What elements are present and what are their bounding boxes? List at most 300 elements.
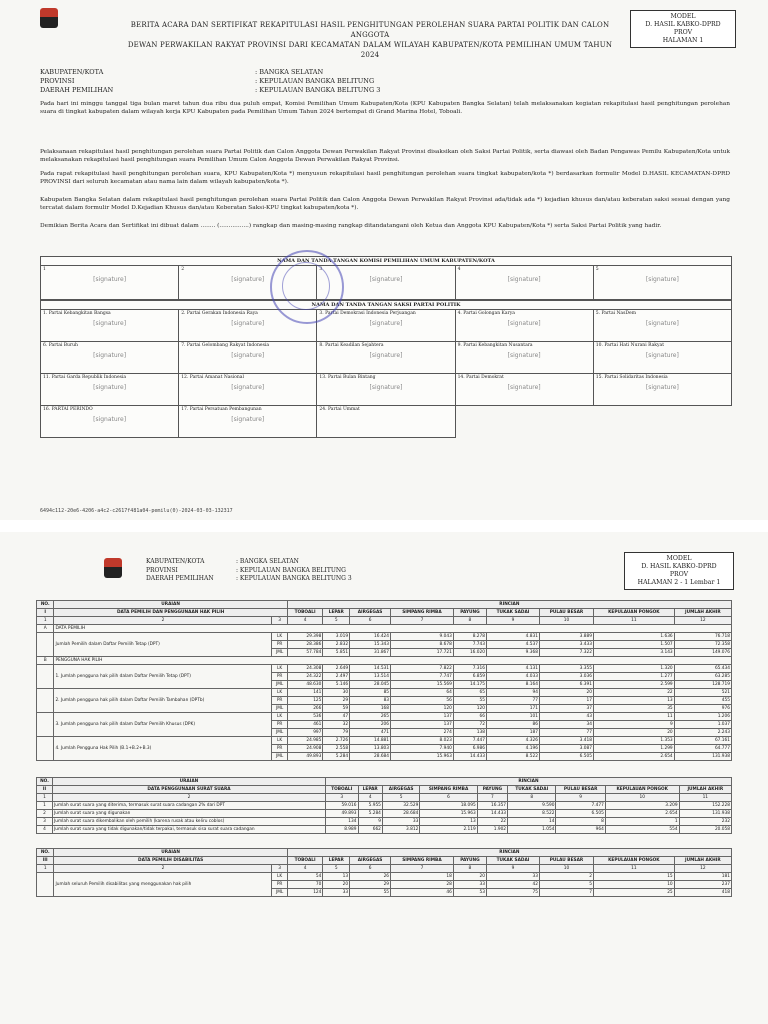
- value-cell: 3.418: [539, 737, 593, 745]
- column-number: 4: [358, 794, 382, 802]
- value-cell: 63.285: [674, 673, 731, 681]
- value-cell: 1.206: [674, 713, 731, 721]
- row-no: 3: [37, 818, 53, 826]
- column-number: 8: [453, 865, 486, 873]
- value-cell: 4.196: [487, 745, 540, 753]
- model-page: HALAMAN 2 - 1 Lembar 1: [637, 579, 721, 586]
- value-cell: 125: [287, 697, 323, 705]
- column-number: 2: [54, 865, 272, 873]
- value-cell: 72: [453, 721, 486, 729]
- page-2: [0, 532, 768, 1024]
- value-cell: 997: [287, 729, 323, 737]
- model-label: MODEL: [670, 13, 696, 20]
- value-cell: 2.832: [323, 641, 350, 649]
- column-header: TOBOALI: [287, 857, 323, 865]
- value-cell: 2.649: [323, 665, 350, 673]
- column-number: 7: [391, 865, 454, 873]
- column-number: 5: [382, 794, 419, 802]
- table-header-row: [37, 786, 732, 794]
- data-row: [37, 689, 732, 697]
- signature-placeholder: [signature]: [93, 352, 127, 359]
- value-cell: 15.963: [420, 810, 477, 818]
- gender-code: JML: [272, 681, 287, 689]
- row-description: Jumlah surat suara yang tidak digunakan/tidak terpakai, termasuk sisa surat suara cadangan: [52, 826, 325, 834]
- value-cell: 94: [487, 689, 540, 697]
- uraian-header: URAIAN: [52, 778, 325, 786]
- value-cell: 14.433: [453, 753, 486, 761]
- kpu-member-5: 5 [signature]: [593, 266, 731, 300]
- signature-placeholder: [signature]: [93, 320, 127, 327]
- column-number: 6: [350, 617, 391, 625]
- row-no: [37, 873, 54, 897]
- section-number: I: [37, 609, 54, 617]
- signature-placeholder: [signature]: [231, 352, 265, 359]
- gender-code: PR: [272, 641, 287, 649]
- value-cell: 3.019: [323, 633, 350, 641]
- section-title: PENGGUNA HAK PILIH: [54, 657, 732, 665]
- kpu-logo-icon: [40, 8, 58, 28]
- value-cell: 3.087: [539, 745, 593, 753]
- column-header: PULAU BESAR: [556, 786, 605, 794]
- column-number: 9: [487, 865, 540, 873]
- column-header: PAYUNG: [453, 857, 486, 865]
- dapil-value: : KEPULAUAN BANGKA BELITUNG 3: [236, 575, 352, 582]
- column-number: 12: [674, 865, 731, 873]
- kabupaten-value: : BANGKA SELATAN: [255, 68, 324, 76]
- page-1-header-info: [40, 68, 380, 95]
- value-cell: 14: [508, 818, 556, 826]
- column-header: PAYUNG: [477, 786, 507, 794]
- value-cell: 181: [674, 873, 731, 881]
- kpu-member-4: 4 [signature]: [455, 266, 593, 300]
- value-cell: 49.893: [287, 753, 323, 761]
- value-cell: 24.322: [287, 673, 323, 681]
- value-cell: 46: [391, 889, 454, 897]
- table-header-row: [37, 601, 732, 609]
- saksi-cell: 15. Partai Solidaritas Indonesia [signature]: [593, 374, 731, 406]
- value-cell: 232: [679, 818, 731, 826]
- value-cell: 28.684: [382, 810, 419, 818]
- column-header: LEPAR: [323, 609, 350, 617]
- column-number: 11: [593, 617, 674, 625]
- column-number: 3: [325, 794, 358, 802]
- column-header: TUKAK SADAI: [508, 786, 556, 794]
- signature-placeholder: [signature]: [231, 276, 265, 283]
- value-cell: 4.326: [487, 737, 540, 745]
- row-description: Jumlah surat suara yang diterima, termasuk surat suara cadangan 2% dari DPT: [52, 802, 325, 810]
- value-cell: 56: [391, 697, 454, 705]
- gender-code: PR: [272, 673, 287, 681]
- value-cell: 471: [350, 729, 391, 737]
- table-header-row: [37, 609, 732, 617]
- row-description: Jumlah surat suara yang digunakan: [52, 810, 325, 818]
- column-header: JUMLAH AKHIR: [674, 857, 731, 865]
- dapil-value: : KEPULAUAN BANGKA BELITUNG 3: [255, 86, 381, 94]
- column-header: KEPULAUAN PONGOK: [605, 786, 679, 794]
- saksi-cell: 3. Partai Demokrasi Indonesia Perjuangan [signature]: [317, 310, 455, 342]
- signature-placeholder: [signature]: [93, 276, 127, 283]
- table-header-row: [37, 778, 732, 786]
- provinsi-value: : KEPULAUAN BANGKA BELITUNG: [236, 566, 346, 574]
- value-cell: 8.164: [487, 681, 540, 689]
- signature-placeholder: [signature]: [369, 320, 403, 327]
- value-cell: 16.357: [477, 802, 507, 810]
- title-line-1: BERITA ACARA DAN SERTIFIKAT REKAPITULASI HASIL PENGHITUNGAN PEROLEHAN SUARA PARTAI POLITIK DAN CALON ANGGOTA: [130, 21, 610, 39]
- value-cell: 3.433: [539, 641, 593, 649]
- value-cell: 5.284: [323, 753, 350, 761]
- value-cell: 16.020: [453, 649, 486, 657]
- column-number: 12: [674, 617, 731, 625]
- page-2-header-info: [146, 558, 352, 584]
- value-cell: 149.076: [674, 649, 731, 657]
- value-cell: 168: [350, 705, 391, 713]
- value-cell: 9: [358, 818, 382, 826]
- value-cell: 1.353: [593, 737, 674, 745]
- value-cell: 1: [605, 818, 679, 826]
- value-cell: 42: [487, 881, 540, 889]
- dapil-label: DAERAH PEMILIHAN: [146, 575, 214, 582]
- value-cell: 49.893: [325, 810, 358, 818]
- value-cell: 67.161: [674, 737, 731, 745]
- value-cell: 3.889: [539, 633, 593, 641]
- provinsi-value: : KEPULAUAN BANGKA BELITUNG: [255, 77, 375, 85]
- paragraph-kejadian-khusus: Kabupaten Bangka Selatan dalam rekapitulasi hasil penghitungan perolehan suara Partai Politik dan Calon Anggota Dewan Perwakilan Rakyat Provinsi ada/tidak ada *) kejadian khusus dan/atau keberatan saksi sesuai dengan yang tercatat dalam formulir Model D.Kejadian Khusus dan/atau Keberatan Saksi-KPU tingkat kabupaten/kota *).: [40, 197, 730, 211]
- value-cell: 33: [382, 818, 419, 826]
- value-cell: 43: [539, 713, 593, 721]
- title-line-2: DEWAN PERWAKILAN RAKYAT PROVINSI DARI KECAMATAN DALAM WILAYAH KABUPATEN/KOTA PEMILIHAN UMUM TAHUN 2024: [127, 41, 613, 59]
- gender-code: JML: [272, 705, 287, 713]
- gender-code: JML: [272, 649, 287, 657]
- value-cell: 7.322: [539, 649, 593, 657]
- value-cell: 2: [539, 873, 593, 881]
- official-stamp-icon: [270, 250, 344, 324]
- kpu-member-2: 2 [signature]: [179, 266, 317, 300]
- paragraph-opening: Pada hari ini minggu tanggal tiga bulan maret tahun dua ribu dua puluh empat, Komisi Pemilihan Umum Kabupaten/Kota (KPU Kabupaten Bangka Selatan) telah melaksanakan kegiatan rekapitulasi hasil penghitungan perolehan suara di tingkat kabupaten dalam wilayah kerja KPU Kabupaten pada Pemilihan Umum Tahun 2024 bertempat di Grand Marina Hotel, Toboali.: [40, 101, 730, 115]
- value-cell: 75: [487, 889, 540, 897]
- value-cell: 1.037: [674, 721, 731, 729]
- column-number: 9: [556, 794, 605, 802]
- value-cell: 15: [593, 873, 674, 881]
- value-cell: 22: [477, 818, 507, 826]
- column-number: 9: [487, 617, 540, 625]
- value-cell: 85: [350, 689, 391, 697]
- value-cell: 3.209: [605, 802, 679, 810]
- value-cell: 2.497: [323, 673, 350, 681]
- value-cell: 28: [391, 881, 454, 889]
- table-number-row: [37, 794, 732, 802]
- value-cell: 20: [453, 873, 486, 881]
- saksi-cell: 10. Partai Hati Nurani Rakyat [signature]: [593, 342, 731, 374]
- value-cell: 101: [487, 713, 540, 721]
- value-cell: 6.859: [453, 673, 486, 681]
- uraian-header: URAIAN: [54, 849, 287, 857]
- value-cell: 20: [593, 729, 674, 737]
- value-cell: 18: [391, 873, 454, 881]
- saksi-signature-table: [40, 300, 732, 438]
- value-cell: 70: [287, 881, 323, 889]
- value-cell: 20: [323, 881, 350, 889]
- gender-code: LK: [272, 873, 287, 881]
- value-cell: 134: [325, 818, 358, 826]
- saksi-cell: 4. Partai Golongan Karya [signature]: [455, 310, 593, 342]
- value-cell: 964: [556, 826, 605, 834]
- data-row: [37, 810, 732, 818]
- column-number: 1: [37, 865, 54, 873]
- value-cell: 7.743: [453, 641, 486, 649]
- value-cell: 79: [323, 729, 350, 737]
- value-cell: 6.391: [539, 681, 593, 689]
- column-number: 10: [539, 617, 593, 625]
- value-cell: 18.095: [420, 802, 477, 810]
- section-number: III: [37, 857, 54, 865]
- signature-placeholder: [signature]: [231, 416, 265, 423]
- value-cell: 76.718: [674, 633, 731, 641]
- value-cell: 33: [323, 889, 350, 897]
- kabupaten-label: KABUPATEN/KOTA: [146, 558, 205, 565]
- value-cell: 131.938: [679, 810, 731, 818]
- column-header: TOBOALI: [325, 786, 358, 794]
- gender-code: LK: [272, 737, 287, 745]
- row-description: 3. Jumlah pengguna hak pilih dalam Daftar Pemilih Khusus (DPK): [54, 713, 272, 737]
- value-cell: 5: [539, 881, 593, 889]
- gender-code: LK: [272, 665, 287, 673]
- value-cell: 30: [323, 689, 350, 697]
- dapil-label: DAERAH PEMILIHAN: [40, 86, 114, 94]
- data-row: [37, 633, 732, 641]
- value-cell: 11: [593, 713, 674, 721]
- value-cell: 7.316: [453, 665, 486, 673]
- value-cell: 55: [350, 889, 391, 897]
- value-cell: 66: [453, 713, 486, 721]
- value-cell: 554: [605, 826, 679, 834]
- column-number: 7: [477, 794, 507, 802]
- value-cell: 120: [453, 705, 486, 713]
- value-cell: 7.940: [391, 745, 454, 753]
- gender-code: PR: [272, 745, 287, 753]
- value-cell: 137: [391, 713, 454, 721]
- value-cell: 266: [287, 705, 323, 713]
- column-header: AIRGEGAS: [350, 609, 391, 617]
- data-row: [37, 713, 732, 721]
- row-no: [37, 689, 54, 713]
- signature-placeholder: [signature]: [93, 416, 127, 423]
- saksi-cell: 8. Partai Keadilan Sejahtera [signature]: [317, 342, 455, 374]
- column-header: PAYUNG: [453, 609, 486, 617]
- value-cell: 13.803: [350, 745, 391, 753]
- column-header: TOBOALI: [287, 609, 323, 617]
- model-level: PROV: [669, 571, 689, 578]
- value-cell: 7.477: [556, 802, 605, 810]
- table-number-row: [37, 617, 732, 625]
- signature-placeholder: [signature]: [507, 384, 541, 391]
- kpu-signature-table: [40, 256, 732, 300]
- value-cell: 25: [593, 889, 674, 897]
- paragraph-penutup: Demikian Berita Acara dan Sertifikat ini dibuat dalam ........ (................) rangkap dan masing-masing rangkap ditandatangani oleh Ketua dan Anggota KPU Kabupaten/Kota *) serta Saksi Partai Politik yang hadir.: [40, 223, 662, 229]
- value-cell: 521: [674, 689, 731, 697]
- value-cell: 14.531: [350, 665, 391, 673]
- section-row: [37, 657, 732, 665]
- value-cell: 33: [487, 873, 540, 881]
- value-cell: 33: [453, 881, 486, 889]
- rincian-header: RINCIAN: [287, 601, 731, 609]
- value-cell: 2.119: [420, 826, 477, 834]
- rincian-header: RINCIAN: [325, 778, 731, 786]
- value-cell: 28.684: [350, 753, 391, 761]
- value-cell: 418: [674, 889, 731, 897]
- value-cell: 152.228: [679, 802, 731, 810]
- value-cell: 5.284: [358, 810, 382, 818]
- value-cell: 7.822: [391, 665, 454, 673]
- value-cell: 8.278: [453, 633, 486, 641]
- signature-placeholder: [signature]: [507, 352, 541, 359]
- value-cell: 37: [539, 705, 593, 713]
- column-number: 10: [539, 865, 593, 873]
- value-cell: 8.522: [487, 753, 540, 761]
- uraian-header: URAIAN: [54, 601, 287, 609]
- value-cell: 662: [358, 826, 382, 834]
- signature-placeholder: [signature]: [645, 276, 679, 283]
- data-row: [37, 818, 732, 826]
- value-cell: 28.386: [287, 641, 323, 649]
- value-cell: 10: [593, 881, 674, 889]
- column-number: 5: [323, 617, 350, 625]
- value-cell: 137: [391, 721, 454, 729]
- value-cell: 171: [487, 705, 540, 713]
- value-cell: 14.433: [477, 810, 507, 818]
- value-cell: 4.131: [487, 665, 540, 673]
- table-data-pemilih: [36, 600, 732, 761]
- value-cell: 17: [539, 697, 593, 705]
- value-cell: 15.343: [350, 641, 391, 649]
- value-cell: 29: [350, 881, 391, 889]
- rincian-header: RINCIAN: [287, 849, 731, 857]
- value-cell: 65: [453, 689, 486, 697]
- provinsi-label: PROVINSI: [40, 77, 75, 85]
- value-cell: 2.654: [605, 810, 679, 818]
- column-number: 2: [54, 617, 272, 625]
- column-header: JUMLAH AKHIR: [674, 609, 731, 617]
- value-cell: 9.043: [391, 633, 454, 641]
- value-cell: 8: [556, 818, 605, 826]
- value-cell: 206: [350, 721, 391, 729]
- saksi-cell-empty: [455, 406, 593, 438]
- saksi-cell: 6. Partai Buruh [signature]: [41, 342, 179, 374]
- data-row: [37, 873, 732, 881]
- value-cell: 1.054: [508, 826, 556, 834]
- value-cell: 2.654: [593, 753, 674, 761]
- value-cell: 20: [539, 689, 593, 697]
- data-row: [37, 665, 732, 673]
- kpu-logo-icon: [104, 558, 122, 578]
- value-cell: 6.986: [453, 745, 486, 753]
- value-cell: 65.434: [674, 665, 731, 673]
- row-description: Jumlah surat suara dikembalikan oleh pemilih (karena rusak atau keliru coblos): [52, 818, 325, 826]
- value-cell: 29: [323, 697, 350, 705]
- value-cell: 53: [453, 889, 486, 897]
- column-header: PULAU BESAR: [539, 857, 593, 865]
- value-cell: 120: [391, 705, 454, 713]
- column-header: KEPULAUAN PONGOK: [593, 857, 674, 865]
- value-cell: 461: [287, 721, 323, 729]
- value-cell: 1.507: [593, 641, 674, 649]
- value-cell: 1.277: [593, 673, 674, 681]
- value-cell: 976: [674, 705, 731, 713]
- gender-code: PR: [272, 721, 287, 729]
- column-number: 7: [391, 617, 454, 625]
- value-cell: 237: [674, 881, 731, 889]
- column-number: 1: [37, 617, 54, 625]
- value-cell: 9: [593, 721, 674, 729]
- no-header: NO.: [37, 601, 54, 609]
- column-number: 8: [508, 794, 556, 802]
- saksi-cell: 1. Partai Kebangkitan Bangsa [signature]: [41, 310, 179, 342]
- table-surat-suara: [36, 777, 732, 834]
- row-no: [37, 737, 54, 761]
- model-page: HALAMAN 1: [662, 37, 704, 44]
- signature-placeholder: [signature]: [507, 320, 541, 327]
- value-cell: 265: [350, 713, 391, 721]
- value-cell: 13: [420, 818, 477, 826]
- model-label: MODEL: [666, 555, 692, 562]
- column-number: 11: [679, 794, 731, 802]
- column-number: 10: [605, 794, 679, 802]
- section-title: DATA PEMILIH: [54, 625, 732, 633]
- column-number: 1: [37, 794, 53, 802]
- value-cell: 3.812: [382, 826, 419, 834]
- value-cell: 48.630: [287, 681, 323, 689]
- value-cell: 77: [487, 697, 540, 705]
- no-header: NO.: [37, 778, 53, 786]
- kpu-member-1: 1 [signature]: [41, 266, 179, 300]
- value-cell: 138: [453, 729, 486, 737]
- column-number: 4: [287, 865, 323, 873]
- model-code: D. HASIL KABKO-DPRD: [641, 563, 717, 570]
- value-cell: 32: [323, 721, 350, 729]
- value-cell: 1.299: [593, 745, 674, 753]
- column-header: LEPAR: [323, 857, 350, 865]
- value-cell: 6.505: [539, 753, 593, 761]
- value-cell: 54: [287, 873, 323, 881]
- section-row: [37, 625, 732, 633]
- value-cell: 13: [593, 697, 674, 705]
- signature-placeholder: [signature]: [231, 320, 265, 327]
- value-cell: 28.045: [350, 681, 391, 689]
- signature-placeholder: [signature]: [231, 384, 265, 391]
- value-cell: 3.143: [593, 649, 674, 657]
- column-number: 11: [593, 865, 674, 873]
- value-cell: 57.784: [287, 649, 323, 657]
- value-cell: 1.902: [477, 826, 507, 834]
- section-label: A: [37, 625, 54, 633]
- value-cell: 9.590: [508, 802, 556, 810]
- data-row: [37, 826, 732, 834]
- row-description: 1. Jumlah pengguna hak pilih dalam Daftar Pemilih Tetap (DPT): [54, 665, 272, 689]
- saksi-cell: 7. Partai Gelombang Rakyat Indonesia [signature]: [179, 342, 317, 374]
- table-number-row: [37, 865, 732, 873]
- value-cell: 141: [287, 689, 323, 697]
- kpu-signature-title: NAMA DAN TANDA TANGAN KOMISI PEMILIHAN UMUM KABUPATEN/KOTA: [41, 257, 732, 266]
- value-cell: 6.505: [556, 810, 605, 818]
- section-title: DATA PENGGUNAAN SURAT SUARA: [52, 786, 325, 794]
- row-no: 4: [37, 826, 53, 834]
- value-cell: 8.522: [508, 810, 556, 818]
- value-cell: 29.398: [287, 633, 323, 641]
- value-cell: 187: [487, 729, 540, 737]
- value-cell: 64: [391, 689, 454, 697]
- section-title: DATA PEMILIH DAN PENGGUNAAN HAK PILIH: [54, 609, 287, 617]
- column-header: PULAU BESAR: [539, 609, 593, 617]
- row-no: [37, 665, 54, 689]
